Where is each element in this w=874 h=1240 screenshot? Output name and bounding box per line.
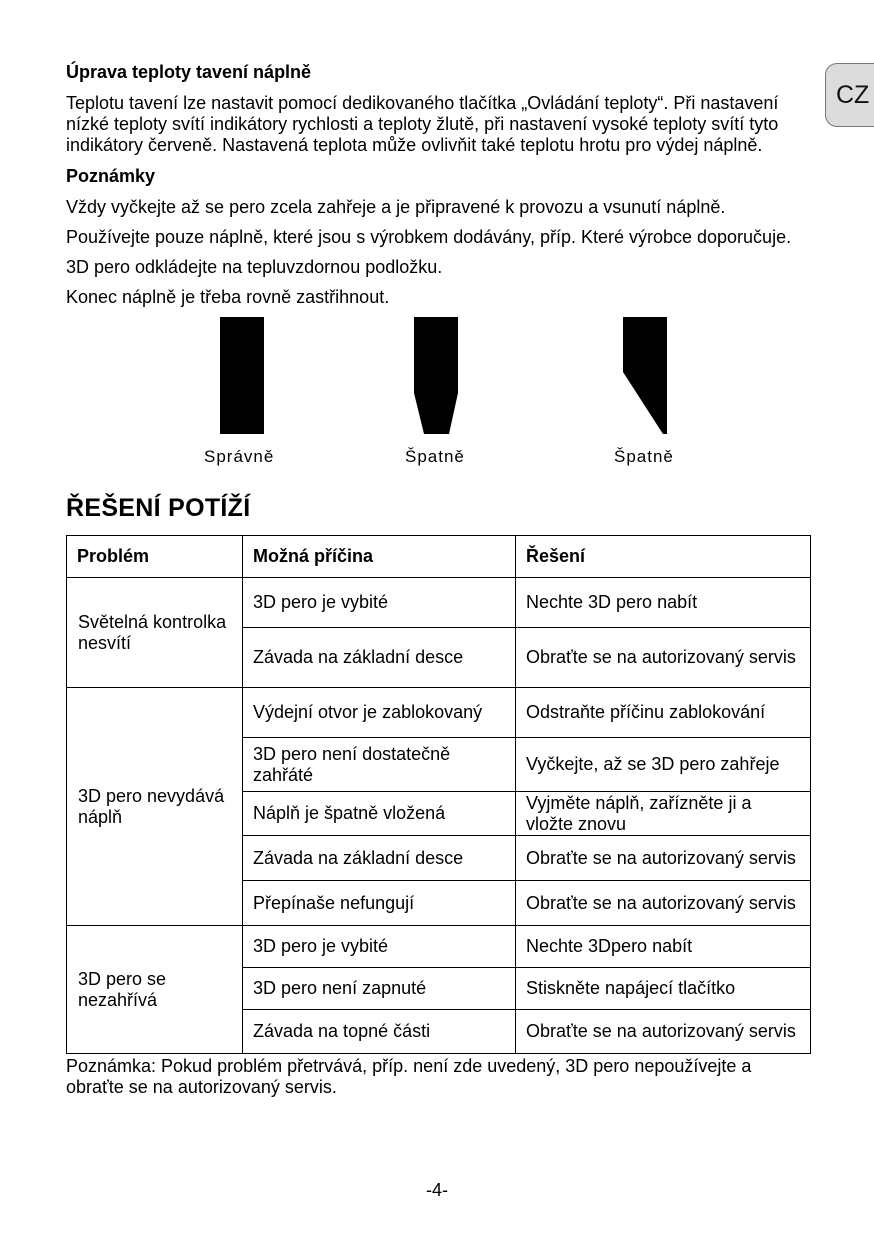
page-content (66, 62, 811, 1098)
solution-cell: Nechte 3Dpero nabít (516, 926, 811, 968)
troubleshooting-table (66, 535, 811, 1054)
problem-cell: 3D pero se nezahřívá (67, 926, 243, 1054)
solution-cell: Obraťte se na autorizovaný servis (516, 836, 811, 881)
note-item: Konec náplně je třeba rovně zastřihnout. (66, 287, 390, 307)
header-solution: Řešení (516, 536, 811, 578)
header-problem: Problém (67, 536, 243, 578)
figure-label-correct: Správně (204, 447, 275, 466)
problem-cell: 3D pero nevydává náplň (67, 688, 243, 926)
cause-cell: Výdejní otvor je zablokovaný (243, 688, 516, 738)
cause-cell: Závada na základní desce (243, 628, 516, 688)
header-cause: Možná příčina (243, 536, 516, 578)
troubleshooting-title: ŘEŠENÍ POTÍŽÍ (66, 494, 251, 522)
solution-cell: Nechte 3D pero nabít (516, 578, 811, 628)
cause-cell: 3D pero není dostatečně zahřáté (243, 738, 516, 792)
solution-cell: Vyjměte náplň, zařízněte ji a vložte znovu (516, 792, 811, 836)
note-item: 3D pero odkládejte na tepluvzdornou podložku. (66, 257, 443, 277)
language-code: CZ (836, 80, 870, 109)
table-header-row (67, 536, 811, 578)
figure-wrong-angled-cut (623, 317, 668, 435)
cause-cell: Přepínaše nefungují (243, 881, 516, 926)
solution-cell: Obraťte se na autorizovaný servis (516, 881, 811, 926)
figure-label-wrong-1: Špatně (405, 447, 465, 466)
note-item: Používejte pouze náplně, které jsou s výrobkem dodávány, příp. Které výrobce doporučuje. (66, 227, 792, 247)
solution-cell: Vyčkejte, až se 3D pero zahřeje (516, 738, 811, 792)
solution-cell: Odstraňte příčinu zablokování (516, 688, 811, 738)
troubleshooting-footnote: Poznámka: Pokud problém přetrvává, příp. není zde uvedený, 3D pero nepoužívejte a obraťte se na autorizovaný servis. (66, 1056, 752, 1097)
cause-cell: 3D pero je vybité (243, 926, 516, 968)
solution-cell: Obraťte se na autorizovaný servis (516, 1010, 811, 1054)
language-tab (825, 63, 874, 127)
temperature-heading: Úprava teploty tavení náplně (66, 62, 312, 82)
temperature-paragraph: Teplotu tavení lze nastavit pomocí dedikovaného tlačítka „Ovládání teploty“. Při nastavení nízké teploty svítí indikátory rychlosti a teploty žlutě, při nastavení vysoké teploty svítí tyto indikátory červeně. Nastavená teplota může ovlivňit také teplotu hrotu pro výdej náplně. (66, 93, 779, 155)
filament-cut-figures (66, 317, 811, 477)
problem-cell: Světelná kontrolka nesvítí (67, 578, 243, 688)
table-row (67, 926, 811, 968)
table-row (67, 578, 811, 628)
cause-cell: Závada na topné části (243, 1010, 516, 1054)
notes-heading: Poznámky (66, 166, 156, 186)
figure-correct-straight-cut (220, 317, 265, 435)
note-item: Vždy vyčkejte až se pero zcela zahřeje a je připravené k provozu a vsunutí náplně. (66, 197, 726, 217)
cause-cell: 3D pero je vybité (243, 578, 516, 628)
cause-cell: 3D pero není zapnuté (243, 968, 516, 1010)
table-row (67, 688, 811, 738)
figure-label-wrong-2: Špatně (614, 447, 674, 466)
cause-cell: Náplň je špatně vložená (243, 792, 516, 836)
cause-cell: Závada na základní desce (243, 836, 516, 881)
page-number: -4- (426, 1180, 448, 1200)
solution-cell: Stiskněte napájecí tlačítko (516, 968, 811, 1010)
solution-cell: Obraťte se na autorizovaný servis (516, 628, 811, 688)
figure-wrong-pointed-cut (414, 317, 459, 435)
